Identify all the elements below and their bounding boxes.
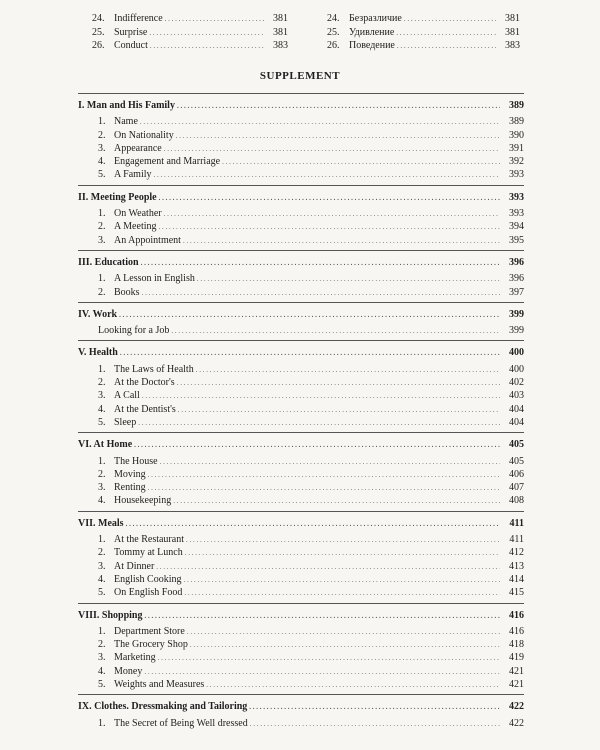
toc-entry — [78, 403, 524, 416]
section-page: 396 — [509, 256, 524, 268]
toc-section — [78, 250, 524, 302]
dot-leader — [222, 155, 500, 169]
entry-number: 4. — [98, 665, 106, 677]
section-heading — [78, 308, 524, 321]
entry-page: 422 — [509, 717, 524, 729]
dot-leader — [183, 234, 500, 248]
dot-leader — [159, 220, 501, 234]
dot-leader — [164, 207, 500, 221]
toc-entry — [78, 324, 524, 337]
section-page: 405 — [509, 439, 524, 451]
dot-leader — [196, 363, 500, 377]
section-page: 400 — [509, 347, 524, 359]
dot-leader — [197, 272, 500, 286]
entry-title: Department Store — [114, 625, 185, 637]
entry-page: 404 — [509, 416, 524, 428]
english-list — [92, 12, 288, 53]
entry-page: 405 — [509, 455, 524, 467]
entry-number: 5. — [98, 587, 106, 599]
entry-title: A Call — [114, 390, 140, 402]
page-number: 383 — [273, 40, 288, 51]
entry-title: The Laws of Health — [114, 363, 194, 375]
entry-number: 3. — [98, 142, 106, 154]
dot-leader — [176, 129, 500, 143]
toc-section — [78, 93, 524, 185]
dot-leader — [173, 494, 500, 508]
entry-title: At Dinner — [114, 560, 155, 572]
dot-leader — [144, 665, 500, 679]
dot-leader — [144, 609, 500, 623]
dot-leader — [177, 376, 500, 390]
toc-entry — [78, 220, 524, 233]
item-number: 26. — [327, 40, 340, 51]
page-number: 381 — [505, 13, 520, 24]
entry-number: 4. — [98, 495, 106, 507]
entry-title: On Weather — [114, 208, 162, 220]
entry-title: Renting — [114, 482, 146, 494]
toc-section — [78, 185, 524, 250]
dot-leader — [142, 286, 500, 300]
entry-page: 393 — [509, 169, 524, 181]
dot-leader — [249, 700, 500, 714]
entry-title: On Nationality — [114, 129, 174, 141]
dot-leader — [150, 39, 264, 54]
entry-page: 400 — [509, 363, 524, 375]
entry-page: 418 — [509, 639, 524, 651]
item-number: 25. — [327, 26, 340, 38]
toc-entry — [78, 586, 524, 599]
entry-page: 396 — [509, 273, 524, 285]
entry-number: 1. — [98, 208, 106, 220]
dot-leader — [140, 115, 500, 129]
toc-entry — [78, 234, 524, 247]
toc-entry — [78, 638, 524, 651]
entry-page: 389 — [509, 116, 524, 128]
toc-entry — [78, 468, 524, 481]
section-title: VII. Meals — [78, 517, 124, 529]
russian-list — [327, 12, 520, 53]
entry-number: 3. — [98, 560, 106, 572]
item-title: Surprise — [114, 26, 148, 38]
entry-number: 2. — [98, 221, 106, 233]
entry-page: 397 — [509, 286, 524, 298]
entry-number: 5. — [98, 678, 106, 690]
entry-title: Looking for a Job — [98, 325, 170, 337]
section-page: 389 — [509, 100, 524, 111]
entry-page: 395 — [509, 234, 524, 246]
item-title: Удивление — [349, 26, 395, 38]
entry-number: 4. — [98, 573, 106, 585]
dot-leader — [120, 346, 500, 360]
entry-title: Marketing — [114, 652, 156, 664]
entry-number: 1. — [98, 625, 106, 637]
entry-number: 1. — [98, 717, 106, 729]
entry-title: Weights and Measures — [114, 678, 205, 690]
entry-title: On English Food — [114, 587, 183, 599]
entry-title: At the Dentist's — [114, 403, 176, 415]
entry-number: 4. — [98, 156, 106, 168]
entry-title: English Cooking — [114, 573, 182, 585]
dot-leader — [165, 12, 264, 27]
dot-leader — [159, 191, 500, 205]
dot-leader — [164, 142, 500, 156]
section-heading — [78, 256, 524, 269]
section-title: I. Man and His Family — [78, 100, 175, 111]
section-heading — [78, 517, 524, 530]
item-title: Безразличие — [349, 13, 402, 24]
dot-leader — [187, 625, 500, 639]
toc-entry — [78, 533, 524, 546]
entry-title: The Grocery Shop — [114, 639, 188, 651]
entry-page: 404 — [509, 403, 524, 415]
section-page: 411 — [509, 517, 524, 529]
entry-page: 408 — [509, 495, 524, 507]
entry-title: The Secret of Being Well dressed — [114, 717, 248, 729]
dot-leader — [190, 638, 500, 652]
toc-entry — [78, 651, 524, 664]
entry-title: Books — [114, 286, 140, 298]
entry-page: 403 — [509, 390, 524, 402]
entry-number: 3. — [98, 482, 106, 494]
entry-page: 402 — [509, 377, 524, 389]
section-page: 399 — [509, 308, 524, 320]
entry-number: 3. — [98, 652, 106, 664]
entry-page: 416 — [509, 625, 524, 637]
entry-title: Money — [114, 665, 143, 677]
entry-page: 399 — [509, 325, 524, 337]
toc-section — [78, 432, 524, 510]
dot-leader — [142, 389, 500, 403]
dot-leader — [171, 324, 500, 338]
item-number: 25. — [92, 26, 105, 38]
entry-page: 394 — [509, 221, 524, 233]
page-number: 381 — [505, 26, 520, 38]
dot-leader — [185, 546, 500, 560]
entry-title: Name — [114, 116, 138, 128]
entry-page: 421 — [509, 665, 524, 677]
entry-number: 1. — [98, 363, 106, 375]
section-title: III. Education — [78, 256, 139, 268]
page-number: 381 — [273, 13, 288, 24]
toc-entry — [78, 115, 524, 128]
section-heading — [78, 438, 524, 451]
entry-number: 1. — [98, 534, 106, 546]
entry-title: At the Doctor's — [114, 377, 175, 389]
dot-leader — [178, 403, 500, 417]
toc-entry — [78, 142, 524, 155]
entry-title: Appearance — [114, 142, 162, 154]
supplement-contents — [78, 93, 524, 733]
section-page: 393 — [509, 191, 524, 203]
contents-row — [327, 26, 520, 40]
entry-number: 3. — [98, 234, 106, 246]
section-heading — [78, 191, 524, 204]
entry-title: At the Restaurant — [114, 534, 184, 546]
contents-row — [327, 12, 520, 26]
dot-leader — [148, 468, 500, 482]
page-number: 383 — [505, 40, 520, 51]
item-title: Indifference — [114, 13, 163, 24]
dot-leader — [184, 573, 500, 587]
entry-number: 5. — [98, 169, 106, 181]
section-heading — [78, 700, 524, 713]
toc-entry — [78, 678, 524, 691]
dot-leader — [119, 308, 500, 322]
toc-entry — [78, 665, 524, 678]
contents-row — [92, 26, 288, 40]
entry-number: 4. — [98, 403, 106, 415]
entry-title: An Appointment — [114, 234, 181, 246]
entry-title: Housekeeping — [114, 495, 172, 507]
entry-number: 2. — [98, 129, 106, 141]
section-heading — [78, 346, 524, 359]
toc-entry — [78, 481, 524, 494]
toc-section — [78, 511, 524, 603]
section-title: VI. At Home — [78, 439, 133, 451]
item-number: 26. — [92, 40, 105, 51]
contents-row — [92, 39, 288, 53]
toc-entry — [78, 286, 524, 299]
entry-page: 411 — [509, 534, 524, 546]
entry-number: 1. — [98, 116, 106, 128]
entry-title: A Lesson in English — [114, 273, 195, 285]
entry-title: A Family — [114, 169, 152, 181]
dot-leader — [148, 481, 500, 495]
toc-entry — [78, 272, 524, 285]
entry-number: 1. — [98, 455, 106, 467]
section-heading — [78, 609, 524, 622]
dot-leader — [149, 26, 264, 41]
toc-section — [78, 603, 524, 695]
toc-section — [78, 694, 524, 733]
entry-page: 407 — [509, 482, 524, 494]
toc-section — [78, 340, 524, 432]
entry-number: 2. — [98, 286, 106, 298]
entry-number: 2. — [98, 639, 106, 651]
toc-entry — [78, 494, 524, 507]
entry-number: 5. — [98, 416, 106, 428]
item-number: 24. — [327, 13, 340, 24]
toc-entry — [78, 560, 524, 573]
toc-entry — [78, 168, 524, 181]
toc-entry — [78, 389, 524, 402]
toc-entry — [78, 207, 524, 220]
toc-entry — [78, 416, 524, 429]
dot-leader — [184, 586, 500, 600]
entry-page: 419 — [509, 652, 524, 664]
item-title: Conduct — [114, 40, 148, 51]
section-title: IX. Clothes. Dressmaking and Tailoring — [78, 701, 248, 713]
supplement-heading: SUPPLEMENT — [259, 70, 341, 82]
dot-leader — [404, 12, 496, 27]
entry-page: 413 — [509, 560, 524, 572]
section-page: 422 — [509, 701, 524, 713]
dot-leader — [156, 560, 500, 574]
section-title: IV. Work — [78, 308, 118, 320]
entry-number: 3. — [98, 390, 106, 402]
entry-number: 2. — [98, 547, 106, 559]
dot-leader — [396, 26, 496, 41]
toc-entry — [78, 625, 524, 638]
section-title: VIII. Shopping — [78, 609, 143, 621]
entry-page: 412 — [509, 547, 524, 559]
toc-entry — [78, 376, 524, 389]
contents-row — [327, 39, 520, 53]
dot-leader — [141, 256, 500, 270]
section-title: V. Health — [78, 347, 118, 359]
toc-entry — [78, 573, 524, 586]
entry-page: 391 — [509, 142, 524, 154]
dot-leader — [138, 416, 500, 430]
contents-row — [92, 12, 288, 26]
page-number: 381 — [273, 26, 288, 38]
dot-leader — [186, 533, 500, 547]
entry-title: Engagement and Marriage — [114, 156, 221, 168]
entry-number: 2. — [98, 377, 106, 389]
entry-page: 421 — [509, 678, 524, 690]
toc-entry — [78, 455, 524, 468]
section-title: II. Meeting People — [78, 191, 157, 203]
toc-entry — [78, 717, 524, 730]
section-page: 416 — [509, 609, 524, 621]
dot-leader — [154, 168, 500, 182]
dot-leader — [177, 99, 500, 113]
entry-title: A Meeting — [114, 221, 157, 233]
entry-page: 392 — [509, 156, 524, 168]
entry-page: 406 — [509, 468, 524, 480]
dot-leader — [126, 517, 500, 531]
section-heading — [78, 99, 524, 112]
item-number: 24. — [92, 13, 105, 24]
entry-title: The House — [114, 455, 158, 467]
entry-page: 415 — [509, 587, 524, 599]
entry-page: 414 — [509, 573, 524, 585]
dot-leader — [206, 678, 500, 692]
dot-leader — [160, 455, 500, 469]
entry-page: 393 — [509, 208, 524, 220]
item-title: Поведение — [349, 40, 395, 51]
dot-leader — [250, 717, 500, 731]
entry-number: 1. — [98, 273, 106, 285]
toc-entry — [78, 363, 524, 376]
dot-leader — [397, 39, 496, 54]
entry-number: 2. — [98, 468, 106, 480]
toc-section — [78, 302, 524, 341]
entry-title: Sleep — [114, 416, 137, 428]
entry-title: Moving — [114, 468, 146, 480]
entry-title: Tommy at Lunch — [114, 547, 183, 559]
entry-page: 390 — [509, 129, 524, 141]
toc-entry — [78, 546, 524, 559]
toc-entry — [78, 155, 524, 168]
dot-leader — [134, 438, 500, 452]
dot-leader — [158, 651, 500, 665]
toc-entry — [78, 129, 524, 142]
